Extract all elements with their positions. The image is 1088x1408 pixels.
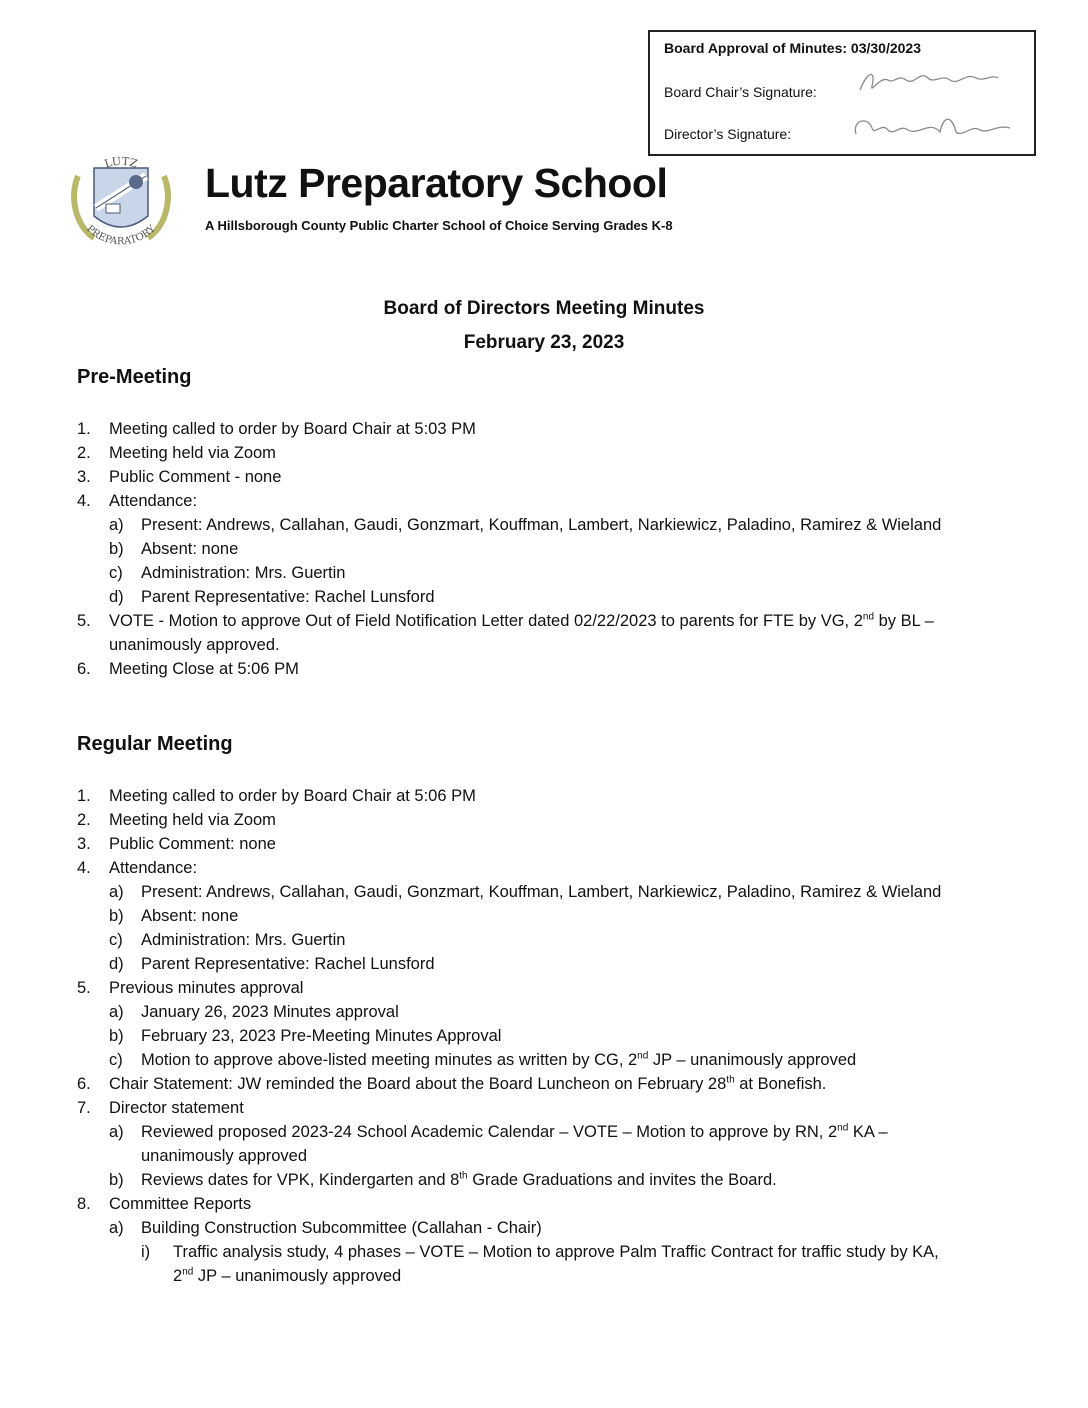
list-marker: a)	[109, 516, 124, 534]
list-item: Administration: Mrs. Guertin	[141, 931, 346, 949]
list-item: Parent Representative: Rachel Lunsford	[141, 588, 435, 606]
approval-box	[648, 30, 1036, 156]
school-subtitle: A Hillsborough County Public Charter School of Choice Serving Grades K-8	[205, 218, 673, 233]
list-marker: c)	[109, 931, 123, 949]
list-marker: 6.	[77, 1075, 91, 1093]
pre-meeting-heading: Pre-Meeting	[77, 366, 192, 388]
list-item: Meeting called to order by Board Chair at 5:03 PM	[109, 420, 476, 438]
document-title: Board of Directors Meeting Minutes	[383, 298, 705, 319]
approval-date-label: Board Approval of Minutes: 03/30/2023	[664, 40, 921, 56]
list-item: Committee Reports	[109, 1195, 252, 1213]
regular-meeting-heading: Regular Meeting	[77, 733, 233, 755]
list-item: Parent Representative: Rachel Lunsford	[141, 955, 435, 973]
list-item: Chair Statement: JW reminded the Board about the Board Luncheon on February 28th at Bonefish.	[109, 1074, 827, 1093]
list-marker: 3.	[77, 835, 91, 853]
school-name: Lutz Preparatory School	[205, 160, 668, 206]
list-item: Meeting held via Zoom	[109, 811, 276, 829]
school-logo	[64, 146, 178, 254]
list-marker: d)	[109, 588, 124, 606]
list-item: VOTE - Motion to approve Out of Field Notification Letter dated 02/22/2023 to parents for FTE by VG, 2nd by BL –	[109, 611, 934, 630]
list-item: Administration: Mrs. Guertin	[141, 564, 346, 582]
director-signature	[848, 110, 1018, 146]
list-marker: 7.	[77, 1099, 91, 1117]
list-marker: 1.	[77, 420, 91, 438]
list-item: February 23, 2023 Pre-Meeting Minutes Approval	[141, 1027, 502, 1045]
list-marker: b)	[109, 1171, 124, 1189]
list-marker: 5.	[77, 979, 91, 997]
list-marker: a)	[109, 1123, 124, 1141]
list-item-continued: 2nd JP – unanimously approved	[173, 1266, 402, 1285]
list-item: Reviewed proposed 2023-24 School Academic Calendar – VOTE – Motion to approve by RN, 2nd KA –	[141, 1122, 888, 1141]
list-item: Building Construction Subcommittee (Callahan - Chair)	[141, 1219, 542, 1237]
list-item: Public Comment: none	[109, 835, 276, 853]
list-marker: 5.	[77, 612, 91, 630]
list-item: Motion to approve above-listed meeting minutes as written by CG, 2nd JP – unanimously approved	[141, 1050, 857, 1069]
list-marker: a)	[109, 1219, 124, 1237]
list-item: Attendance:	[109, 859, 198, 877]
list-item: Traffic analysis study, 4 phases – VOTE – Motion to approve Palm Traffic Contract for traffic study by KA,	[173, 1243, 939, 1261]
list-item-continued: unanimously approved	[141, 1147, 308, 1165]
list-marker: 8.	[77, 1195, 91, 1213]
list-item: Absent: none	[141, 540, 239, 558]
document-date: February 23, 2023	[463, 332, 625, 353]
list-marker: a)	[109, 883, 124, 901]
list-item: Present: Andrews, Callahan, Gaudi, Gonzmart, Kouffman, Lambert, Narkiewicz, Paladino, Ramirez & Wieland	[141, 516, 942, 534]
list-marker: 3.	[77, 468, 91, 486]
list-item: Director statement	[109, 1099, 244, 1117]
list-item: Previous minutes approval	[109, 979, 304, 997]
logo-top-text: LUTZ	[102, 154, 140, 171]
list-item: Attendance:	[109, 492, 198, 510]
list-marker: b)	[109, 1027, 124, 1045]
list-marker: c)	[109, 1051, 123, 1069]
list-item-continued: unanimously approved.	[109, 636, 280, 654]
list-item: Present: Andrews, Callahan, Gaudi, Gonzmart, Kouffman, Lambert, Narkiewicz, Paladino, Ramirez & Wieland	[141, 883, 942, 901]
director-signature-label: Director’s Signature:	[664, 126, 792, 142]
list-item: January 26, 2023 Minutes approval	[141, 1003, 399, 1021]
list-item: Public Comment - none	[109, 468, 282, 486]
list-marker: a)	[109, 1003, 124, 1021]
list-marker: 6.	[77, 660, 91, 678]
list-item: Meeting held via Zoom	[109, 444, 276, 462]
list-item: Meeting called to order by Board Chair at 5:06 PM	[109, 787, 476, 805]
list-marker: c)	[109, 564, 123, 582]
list-marker: 4.	[77, 492, 91, 510]
list-marker: b)	[109, 907, 124, 925]
logo-bottom-text: PREPARATORY	[84, 223, 158, 248]
list-marker: i)	[141, 1243, 151, 1261]
chair-signature	[854, 64, 1004, 98]
list-marker: d)	[109, 955, 124, 973]
list-marker: 2.	[77, 811, 91, 829]
list-item: Absent: none	[141, 907, 239, 925]
list-item: Meeting Close at 5:06 PM	[109, 660, 299, 678]
list-item: Reviews dates for VPK, Kindergarten and 8th Grade Graduations and invites the Board.	[141, 1170, 777, 1189]
chair-signature-label: Board Chair’s Signature:	[664, 84, 817, 100]
list-marker: 4.	[77, 859, 91, 877]
list-marker: 1.	[77, 787, 91, 805]
list-marker: b)	[109, 540, 124, 558]
list-marker: 2.	[77, 444, 91, 462]
